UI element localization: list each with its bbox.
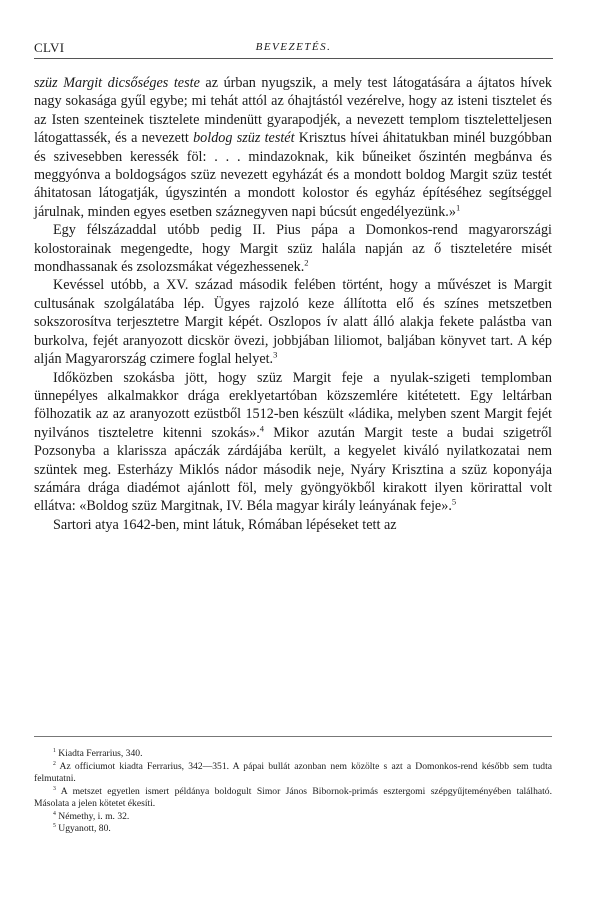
footnote <box>34 786 552 810</box>
footnote <box>34 761 552 785</box>
italic-phrase: boldog szüz testét <box>193 130 295 147</box>
footnote <box>34 811 552 823</box>
paragraph-5 <box>34 516 552 534</box>
paragraph-text: Krisztus hívei áhitatukban minél buzgóbban és szivesebben keressék föl: . . . mindazoknak, kik bűneiket őszintén megbánva és meggyónva a boldogságos szüz nevezett egyházát és a mondott boldog Margit szüz testét áhitatosan látogatják, úgyszintén a mondott kolostor és egyház építéséhez segítséggel járulnak, minden egyes esetben száznegyven napi búcsút engedélyezünk.» <box>34 130 553 220</box>
footnote <box>34 823 552 835</box>
footnote <box>34 748 552 760</box>
footnote-text: Az officiumot kiadta Ferrarius, 342—351. A pápai bullát azonban nem közölte s azt a Domonkos-rend később sem tudta felmutatni. <box>34 760 552 784</box>
footnote-ref: 1 <box>455 202 461 213</box>
paragraph-4 <box>34 369 552 516</box>
running-title: BEVEZETÉS. <box>255 41 332 53</box>
footnote-number: 3 <box>53 785 56 792</box>
italic-phrase: szüz Margit dicsőséges teste <box>34 75 200 91</box>
paragraph-1 <box>34 74 552 221</box>
footnote-number: 2 <box>53 760 56 767</box>
footnote-ref: 2 <box>304 257 309 268</box>
footnote-text: Némethy, i. m. 32. <box>58 810 130 822</box>
header-rule <box>34 58 553 59</box>
footnote-text: Ugyanott, 80. <box>58 823 111 835</box>
paragraph-text: Sartori atya 1642-ben, mint látuk, Rómában lépéseket tett az <box>53 516 397 533</box>
paragraph-text: Kevéssel utóbb, a XV. század második felében történt, hogy a művészet is Margit cultusának szolgálatába lép. Ügyes rajzoló keze állította elő és színes metszetben sokszorosítva terjesztetre Margit képét. Oszlopos ív alatt álló alakja fekete palástba van burkolva, fejét aranyozott dicskör övezi, jobbjában liliomot, baljában könyvet tart. A kép alján Magyarország czimere foglal helyet. <box>34 277 552 368</box>
paragraph-text: Mikor azután Margit teste a budai szigetről Pozsonyba a klarissza apáczák zárdájába került, a kegyelet kiváló nyilatkozatai nem szüntek meg. Esterházy Miklós nádor második neje, Nyáry Krisztina a szüz koponyája számára drága diadémot ajánlott föl, mely gyöngyökből kirakott ilyen körirattal volt ellátva: «Boldog szüz Margitnak, IV. Béla magyar király leányának feje». <box>34 424 552 515</box>
page-header <box>34 40 553 60</box>
footnote-number: 4 <box>53 810 56 817</box>
paragraph-text: az úrban nyugszik, a mely test látogatására a ájtatos hívek nagy sokasága gyűl egybe; mi tehát attól az óhajtástól vezérelve, hogy az isteni tisztelet és az Isten szenteinek tisztelete mindenütt gyarapodjék, a nevezett templom tiszteletteljesen látogattassék, és a nevezett <box>34 75 553 147</box>
paragraph-2 <box>34 221 552 276</box>
paragraph-3 <box>34 276 552 368</box>
footnote-number: 1 <box>53 747 56 754</box>
footnote-text: A metszet egyetlen ismert példánya boldogult Simor János Bibornok-primás esztergomi szépgyűjteményében található. Másolata a jelen kötetet ékesíti. <box>34 785 552 809</box>
footnote-rule <box>34 736 552 737</box>
paragraph-text: Egy félszázaddal utóbb pedig II. Pius pápa a Domonkos-rend magyarországi kolostorainak megengedte, hogy Margit szüz halála napján az ő tiszteletére misét mondhassanak és zsolozsmákat végezhessenek. <box>34 222 552 276</box>
page-number: CLVI <box>34 40 65 55</box>
footnote-ref: 4 <box>259 422 265 433</box>
footnotes <box>34 748 552 836</box>
footnote-ref: 3 <box>273 349 278 360</box>
paragraph-text: Időközben szokásba jött, hogy szüz Margit feje a nyulak-szigeti templomban ünnepélyes alkalmakkor drága ereklyetartóban közszemlére kitétetett. Egy leltárban fölhozatik az az aranyozott ezüstből 1512-ben készült «ládika, melyben szent Margit fejét nyilvános tiszteletre kitenni szokás». <box>34 369 552 441</box>
footnote-text: Kiadta Ferrarius, 340. <box>58 748 143 759</box>
footnote-number: 5 <box>53 823 56 830</box>
main-text <box>34 74 552 534</box>
footnote-ref: 5 <box>451 496 457 507</box>
